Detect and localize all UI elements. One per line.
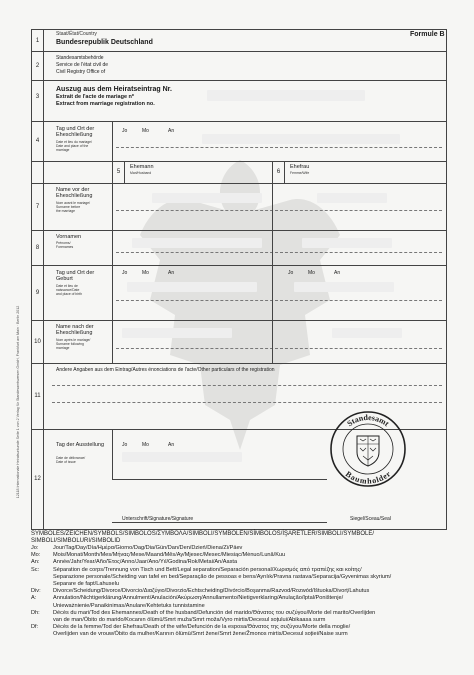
row-number-4: 4	[32, 121, 44, 161]
maiden-name-label: Name vor der Eheschließung	[56, 187, 93, 200]
redacted-issue-date	[122, 452, 242, 462]
marriage-date-label: Tag und Ort der Eheschließung	[56, 126, 95, 139]
redacted-registration-number	[207, 90, 365, 101]
marriage-month-label: Mo	[142, 128, 149, 134]
side-imprint	[8, 230, 20, 590]
seal-label: Siegel/Sceau/Seal	[350, 516, 391, 522]
issue-year-label: An	[168, 442, 175, 448]
wife-birth-year-label: An	[334, 270, 341, 276]
legend-item	[31, 603, 456, 610]
maiden-name-sub-3: the marriage	[56, 209, 76, 213]
legend-value: Mois/Monat/Month/Mes/Μήνας/Mese/Maand/Mês/Ay/Mjesec/Mesec/Miesiąc/Mėnuo/Lună/Kuu	[53, 552, 286, 559]
married-name-sub-2: Surname following	[56, 342, 84, 346]
redacted-husband-maiden-name	[152, 193, 262, 203]
country-label: Staat/État/Country	[56, 31, 97, 37]
extract-sub-en: Extract from marriage registration no.	[56, 101, 155, 107]
redacted-wife-birth	[294, 282, 394, 292]
legend-value: Separazione personale/Scheiding van tafel en bed/Separação de pessoas e bens/Ayrılık/Pravna rastava/Separacija/Gyvenimas skyrium/	[53, 573, 392, 580]
extract-sub-fr: Extrait de l'acte de mariage nº	[56, 94, 134, 100]
wife-label: Ehefrau	[290, 164, 310, 170]
issue-date-sub-1: Date de délivrance/	[56, 456, 86, 460]
redacted-wife-married-name	[332, 328, 402, 338]
legend-value: Année/Jahr/Year/Año/Έτος/Anno/Jaar/Ano/Yıl/Godina/Rok/Metai/An/Aasta	[53, 559, 238, 566]
symbols-legend	[31, 531, 456, 639]
legend-item	[31, 610, 456, 617]
legend-item	[31, 595, 456, 602]
wife-birth-day-label: Jo	[288, 270, 294, 276]
marriage-date-sub-3: marriage	[56, 148, 70, 152]
marriage-year-label: An	[168, 128, 175, 134]
stamp-bottom-text: Baumholder	[343, 469, 393, 486]
legend-key: An:	[31, 559, 40, 566]
svg-text:Baumholder	[344, 469, 393, 486]
registry-label-de: Standesamtsbehörde	[56, 55, 104, 61]
row-number-11: 11	[32, 363, 44, 429]
maiden-name-sub-1: Nom avant le mariage/	[56, 201, 91, 205]
forenames-sub-2: Forenames	[56, 245, 74, 249]
forenames-sub-1: Prénoms/	[56, 241, 71, 245]
row-number-2: 2	[32, 51, 44, 80]
married-name-label: Name nach der Eheschließung	[56, 324, 94, 337]
legend-item	[31, 559, 456, 566]
wife-birth-month-label: Mo	[308, 270, 315, 276]
registry-label-fr: Service de l'état civil de	[56, 62, 109, 68]
issue-date-sub-2: Date of issue	[56, 460, 76, 464]
row-number-9: 9	[32, 265, 44, 320]
redacted-wife-maiden-name	[317, 193, 387, 203]
issue-date-label: Tag der Ausstellung	[56, 442, 105, 448]
husband-birth-year-label: An	[168, 270, 175, 276]
legend-item	[31, 581, 456, 588]
redacted-marriage-date	[202, 134, 400, 144]
married-name-sub-3: marriage	[56, 346, 70, 350]
legend-key: Sc:	[31, 566, 40, 573]
legend-value: Overlijden van de vrouw/Óbito da mulher/Karının ölümü/Smrt žene/Smrt žene/Žmonos mirtis/Decesul soției/Naise surm	[53, 631, 348, 638]
marriage-day-label: Jo	[122, 128, 128, 134]
legend-value: Separare de fapt/Lahuselu	[53, 581, 119, 588]
legend-value: Unieważnienie/Panaikinimas/Anulare/Kehtetuks tunnistamine	[53, 602, 205, 609]
married-name-sub-1: Nom après le mariage/	[56, 338, 91, 342]
row-number-12: 12	[32, 429, 44, 529]
side-imprint-text: 12118 Internationale Heiratsurkunde Seite 1 von 2 Verlag für Standesamtswesen GmbH, Frankfurt am Main · Berlin 2012	[16, 305, 20, 499]
redacted-husband-married-name	[122, 328, 232, 338]
legend-value: van de man/Óbito do marido/Kocanın ölümü/Smrt muža/Smrt moža/Vyro mirtis/Decesul soțului/Abikaasa surm	[53, 617, 326, 624]
husband-sub: Mari/Husband	[130, 171, 152, 175]
registry-office-stamp	[327, 408, 409, 490]
legend-item	[31, 631, 456, 638]
legend-item	[31, 567, 456, 574]
legend-key: A:	[31, 595, 37, 602]
redacted-wife-forenames	[302, 238, 392, 248]
legend-key: Dh:	[31, 609, 40, 616]
other-particulars-label: Andere Angaben aus dem Eintrag/Autres énonciations de l'acte/Other particulars of the registration	[56, 367, 275, 373]
husband-label: Ehemann	[130, 164, 154, 170]
wife-sub: Femme/Wife	[290, 171, 310, 175]
row-number-6: 6	[272, 161, 285, 183]
issue-month-label: Mo	[142, 442, 149, 448]
legend-value: Décès du mari/Tod des Ehemannes/Death of the husband/Defunción del marido/Θάνατος του συζύγου/Morte del marito/Overlijden	[53, 609, 376, 616]
birth-sub-2: naissance/Date	[56, 288, 80, 292]
legend-item	[31, 574, 456, 581]
birth-sub-1: Date et lieu de	[56, 284, 78, 288]
legend-header-2: SIMBOLI/SIMBOLURI/SIMBOLID	[31, 538, 121, 544]
extract-title: Auszug aus dem Heiratseintrag Nr.	[56, 86, 172, 93]
country-value: Bundesrepublik Deutschland	[56, 39, 153, 46]
legend-header: SYMBOLES/ZEICHEN/SYMBOLS/SIMBOLOS/ΣΥΜΒΟΛΑ/SIMBOLI/SYMBOLEN/SÍMBOLOS/İŞARETLER/SIMBOLI/SYMBOLE/	[31, 531, 375, 537]
redacted-husband-birth	[127, 282, 257, 292]
legend-value: Divorce/Scheidung/Divorce/Divorcio/Διαζύγιο/Divorzio/Echtscheiding/Divórcio/Boşanma/Razvod/Rozwód/Ištuoka/Divorț/Lahutus	[53, 588, 370, 595]
birth-label: Tag und Ort der Geburt	[56, 270, 95, 283]
legend-key: Df:	[31, 624, 39, 631]
row-number-3: 3	[32, 80, 44, 114]
row-number-8: 8	[32, 230, 44, 265]
legend-key: Jo:	[31, 545, 39, 551]
marriage-date-sub-2: Date and place of the	[56, 144, 89, 148]
legend-item	[31, 588, 456, 595]
forenames-label: Vornamen	[56, 234, 82, 240]
legend-value: Séparation de corps/Trennung von Tisch und Bett/Legal separation/Separación personal/Χωρισμός από τραπέζης και κοίτης/	[53, 566, 362, 573]
legend-item	[31, 552, 456, 559]
stamp-top-text: Standesamt	[345, 412, 391, 429]
form-label: Formule B	[410, 31, 445, 38]
row-number-10: 10	[32, 320, 44, 363]
registry-label-en: Civil Registry Office of	[56, 69, 106, 75]
legend-key: Div:	[31, 588, 41, 595]
legend-key: Mo:	[31, 552, 41, 559]
husband-birth-day-label: Jo	[122, 270, 128, 276]
legend-value: Jour/Tag/Day/Día/Ημέρα/Giorno/Dag/Dia/Gün/Dan/Den/Dzień/Diena/Zi/Päev	[53, 545, 243, 551]
issue-day-label: Jo	[122, 442, 128, 448]
redacted-husband-forenames	[132, 238, 262, 248]
row-number-7: 7	[32, 183, 44, 230]
marriage-date-sub-1: Date et lieu du mariage/	[56, 140, 92, 144]
signature-label: Unterschrift/Signature/Signature	[122, 516, 194, 522]
birth-sub-3: and place of birth	[56, 292, 83, 296]
maiden-name-sub-2: Surname before	[56, 205, 81, 209]
row-number-5: 5	[112, 161, 125, 183]
row-number-1: 1	[32, 30, 44, 51]
legend-value: Annulation/Nichtigerklärung/Annulment/Anulación/Ακύρωση/Annullamento/Nietigverklaring/Anulação/Iptal/Poništenje/	[53, 595, 344, 602]
husband-birth-month-label: Mo	[142, 270, 149, 276]
legend-value: Décès de la femme/Tod der Ehefrau/Death of the wife/Defunción de la esposa/Θάνατος της συζύγου/Morte della moglie/	[53, 624, 351, 631]
